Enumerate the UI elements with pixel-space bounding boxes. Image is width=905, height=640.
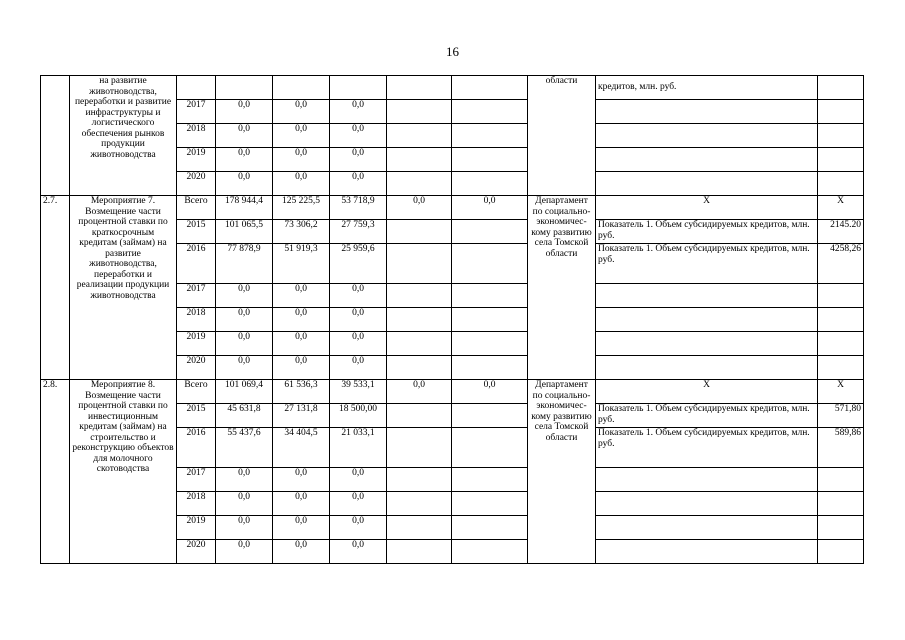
value-cell: 0,0 bbox=[387, 196, 452, 220]
value-cell: 0,0 bbox=[273, 124, 330, 148]
value-cell: 0,0 bbox=[216, 516, 273, 540]
value-cell: 0,0 bbox=[330, 172, 387, 196]
target-cell bbox=[818, 284, 864, 308]
year-cell: 2020 bbox=[177, 172, 216, 196]
year-cell: 2018 bbox=[177, 492, 216, 516]
value-cell: 21 033,1 bbox=[330, 428, 387, 468]
value-cell: 39 533,1 bbox=[330, 380, 387, 404]
page-number: 16 bbox=[446, 44, 459, 59]
value-cell: 0,0 bbox=[273, 172, 330, 196]
program-table bbox=[40, 75, 864, 564]
value-cell: 0,0 bbox=[273, 468, 330, 492]
year-cell: 2015 bbox=[177, 404, 216, 428]
year-cell: 2016 bbox=[177, 428, 216, 468]
target-cell bbox=[818, 332, 864, 356]
value-cell: 0,0 bbox=[330, 540, 387, 564]
target-cell: 4258,26 bbox=[818, 244, 864, 284]
target-cell bbox=[818, 516, 864, 540]
value-cell: 0,0 bbox=[330, 308, 387, 332]
year-cell: Всего bbox=[177, 380, 216, 404]
value-cell: 0,0 bbox=[452, 380, 528, 404]
value-cell: 0,0 bbox=[216, 332, 273, 356]
value-cell: 0,0 bbox=[273, 332, 330, 356]
value-cell: 0,0 bbox=[387, 380, 452, 404]
department-cell: Департамент по социально-экономичес-кому развитию села Томской области bbox=[528, 196, 596, 380]
indicator-cell: Х bbox=[596, 380, 818, 404]
value-cell: 0,0 bbox=[216, 356, 273, 380]
indicator-cell: Показатель 1. Объем субсидируемых кредитов, млн. руб. bbox=[596, 220, 818, 244]
target-cell bbox=[818, 76, 864, 100]
value-cell: 0,0 bbox=[216, 148, 273, 172]
year-cell: 2019 bbox=[177, 148, 216, 172]
value-cell: 55 437,6 bbox=[216, 428, 273, 468]
value-cell: 0,0 bbox=[452, 196, 528, 220]
target-cell bbox=[818, 308, 864, 332]
table-row bbox=[41, 76, 864, 100]
indicator-cell bbox=[596, 516, 818, 540]
value-cell: 0,0 bbox=[273, 100, 330, 124]
year-cell: 2016 bbox=[177, 244, 216, 284]
value-cell: 0,0 bbox=[216, 124, 273, 148]
value-cell: 0,0 bbox=[216, 492, 273, 516]
value-cell: 0,0 bbox=[216, 308, 273, 332]
year-cell: 2018 bbox=[177, 308, 216, 332]
year-cell: 2019 bbox=[177, 516, 216, 540]
measure-name: Мероприятие 7. Возмещение части процентной ставки по краткосрочным кредитам (займам) на развитие животноводства, переработки и реализации продукции животноводства bbox=[70, 196, 177, 380]
value-cell: 101 069,4 bbox=[216, 380, 273, 404]
indicator-cell: Показатель 1. Объем субсидируемых кредитов, млн. руб. bbox=[596, 244, 818, 284]
target-cell: 589,86 bbox=[818, 428, 864, 468]
row-number-cell: 2.8. bbox=[41, 380, 70, 564]
target-cell bbox=[818, 492, 864, 516]
value-cell: 0,0 bbox=[216, 540, 273, 564]
department-cell: Департамент по социально-экономичес-кому развитию села Томской области bbox=[528, 380, 596, 564]
value-cell: 0,0 bbox=[273, 308, 330, 332]
value-cell: 0,0 bbox=[330, 100, 387, 124]
target-cell: Х bbox=[818, 196, 864, 220]
value-cell: 0,0 bbox=[330, 356, 387, 380]
value-cell: 0,0 bbox=[330, 516, 387, 540]
year-cell: 2018 bbox=[177, 124, 216, 148]
value-cell: 101 065,5 bbox=[216, 220, 273, 244]
indicator-cell bbox=[596, 284, 818, 308]
value-cell: 0,0 bbox=[330, 124, 387, 148]
indicator-cell: Показатель 1. Объем субсидируемых кредитов, млн. руб. bbox=[596, 428, 818, 468]
value-cell: 18 500,00 bbox=[330, 404, 387, 428]
value-cell: 125 225,5 bbox=[273, 196, 330, 220]
value-cell: 25 959,6 bbox=[330, 244, 387, 284]
value-cell: 0,0 bbox=[273, 148, 330, 172]
indicator-cell bbox=[596, 492, 818, 516]
indicator-cell: кредитов, млн. руб. bbox=[596, 76, 818, 100]
value-cell: 0,0 bbox=[216, 284, 273, 308]
department-cell: области bbox=[528, 76, 596, 196]
year-cell: 2019 bbox=[177, 332, 216, 356]
target-cell: Х bbox=[818, 380, 864, 404]
indicator-cell bbox=[596, 332, 818, 356]
target-cell bbox=[818, 356, 864, 380]
indicator-cell bbox=[596, 468, 818, 492]
year-cell: 2017 bbox=[177, 100, 216, 124]
value-cell: 0,0 bbox=[216, 468, 273, 492]
target-cell bbox=[818, 468, 864, 492]
value-cell: 0,0 bbox=[330, 492, 387, 516]
row-number-cell bbox=[41, 76, 70, 196]
value-cell: 0,0 bbox=[330, 284, 387, 308]
indicator-cell bbox=[596, 356, 818, 380]
year-cell bbox=[177, 76, 216, 100]
year-cell: 2020 bbox=[177, 540, 216, 564]
table-row bbox=[41, 196, 864, 220]
value-cell: 27 131,8 bbox=[273, 404, 330, 428]
value-cell: 27 759,3 bbox=[330, 220, 387, 244]
value-cell: 45 631,8 bbox=[216, 404, 273, 428]
measure-name: на развитие животноводства, переработки и развитие инфраструктуры и логистического обеспечения рынков продукции животноводства bbox=[70, 76, 177, 196]
value-cell: 0,0 bbox=[216, 172, 273, 196]
value-cell: 51 919,3 bbox=[273, 244, 330, 284]
table-row bbox=[41, 380, 864, 404]
year-cell: 2015 bbox=[177, 220, 216, 244]
indicator-cell: Х bbox=[596, 196, 818, 220]
year-cell: 2017 bbox=[177, 468, 216, 492]
value-cell: 61 536,3 bbox=[273, 380, 330, 404]
measure-name: Мероприятие 8. Возмещение части процентной ставки по инвестиционным кредитам (займам) на строительство и реконструкцию объектов для молочного скотоводства bbox=[70, 380, 177, 564]
target-cell: 2145.20 bbox=[818, 220, 864, 244]
target-cell: 571,80 bbox=[818, 404, 864, 428]
indicator-cell: Показатель 1. Объем субсидируемых кредитов, млн. руб. bbox=[596, 404, 818, 428]
value-cell: 0,0 bbox=[330, 148, 387, 172]
value-cell: 0,0 bbox=[273, 540, 330, 564]
year-cell: 2017 bbox=[177, 284, 216, 308]
value-cell: 0,0 bbox=[216, 100, 273, 124]
value-cell: 0,0 bbox=[330, 332, 387, 356]
year-cell: 2020 bbox=[177, 356, 216, 380]
value-cell: 0,0 bbox=[273, 284, 330, 308]
year-cell: Всего bbox=[177, 196, 216, 220]
value-cell: 53 718,9 bbox=[330, 196, 387, 220]
value-cell: 0,0 bbox=[273, 356, 330, 380]
value-cell: 34 404,5 bbox=[273, 428, 330, 468]
target-cell bbox=[818, 540, 864, 564]
row-number-cell: 2.7. bbox=[41, 196, 70, 380]
value-cell: 73 306,2 bbox=[273, 220, 330, 244]
value-cell: 0,0 bbox=[330, 468, 387, 492]
value-cell: 0,0 bbox=[273, 492, 330, 516]
value-cell: 77 878,9 bbox=[216, 244, 273, 284]
indicator-cell bbox=[596, 540, 818, 564]
indicator-cell bbox=[596, 308, 818, 332]
value-cell: 178 944,4 bbox=[216, 196, 273, 220]
value-cell: 0,0 bbox=[273, 516, 330, 540]
